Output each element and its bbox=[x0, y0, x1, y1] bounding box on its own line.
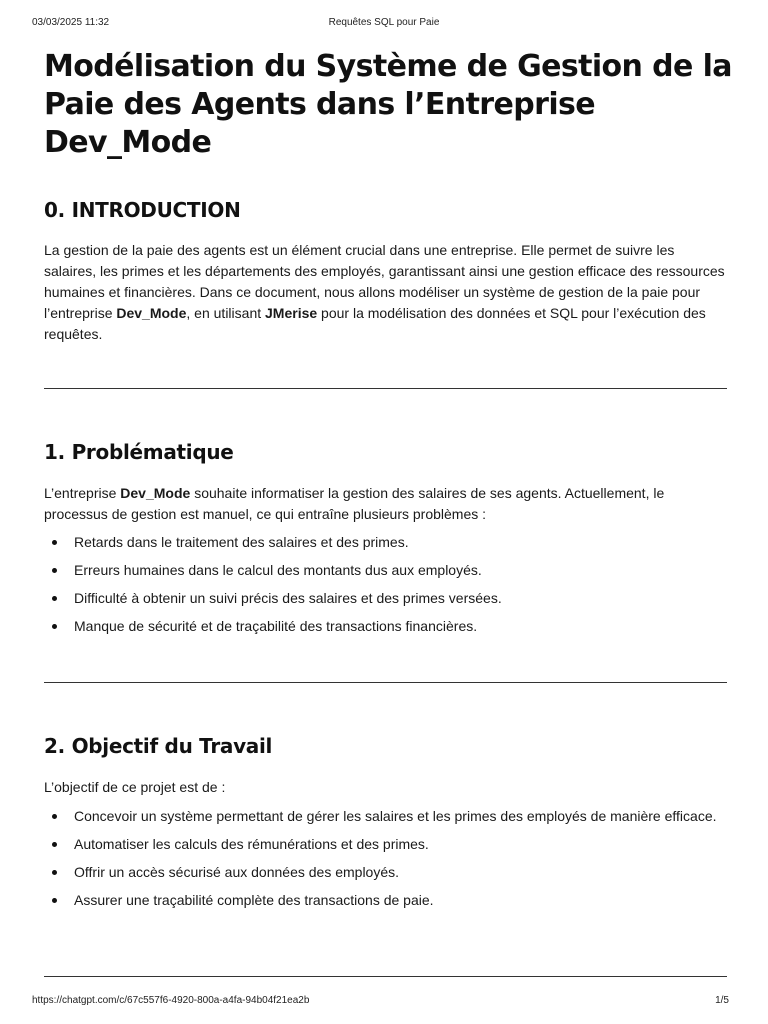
section-heading-introduction: 0. INTRODUCTION bbox=[44, 198, 241, 222]
page-number: 1/5 bbox=[715, 995, 729, 1006]
objectif-intro: L’objectif de ce projet est de : bbox=[44, 779, 226, 795]
problematique-paragraph: L’entreprise Dev_Mode souhaite informatiser la gestion des salaires de ses agents. Actuellement, le processus de gestion est manuel, ce qui entraîne plusieurs problèmes : bbox=[44, 485, 665, 522]
list-item: Offrir un accès sécurisé aux données des employés. bbox=[44, 862, 727, 882]
list-item: Difficulté à obtenir un suivi précis des salaires et des primes versées. bbox=[44, 588, 727, 608]
print-footer bbox=[32, 995, 736, 1009]
objective-list bbox=[44, 806, 727, 918]
list-item: Erreurs humaines dans le calcul des montants dus aux employés. bbox=[44, 560, 727, 580]
list-item: Assurer une traçabilité complète des transactions de paie. bbox=[44, 890, 727, 910]
section-divider bbox=[44, 388, 727, 389]
list-item: Concevoir un système permettant de gérer les salaires et les primes des employés de manière efficace. bbox=[44, 806, 727, 826]
list-item: Retards dans le traitement des salaires et des primes. bbox=[44, 532, 727, 552]
document-title: Modélisation du Système de Gestion de la Paie des Agents dans l’Entreprise Dev_Mode bbox=[44, 49, 732, 160]
print-date: 03/03/2025 11:32 bbox=[32, 17, 110, 28]
tool-name: JMerise bbox=[265, 305, 318, 321]
section-divider bbox=[44, 976, 727, 977]
company-name: Dev_Mode bbox=[120, 485, 191, 501]
list-item: Automatiser les calculs des rémunérations et des primes. bbox=[44, 834, 727, 854]
list-item: Manque de sécurité et de traçabilité des transactions financières. bbox=[44, 616, 727, 636]
problem-list bbox=[44, 532, 727, 644]
section-heading-objectif: 2. Objectif du Travail bbox=[44, 734, 273, 758]
introduction-paragraph: La gestion de la paie des agents est un élément crucial dans une entreprise. Elle permet de suivre les salaires, les primes et les départements des employés, garantissant ainsi une gestion efficace des ressources humaines et financières. Dans ce document, nous allons modéliser un système de gestion de la paie pour l’entreprise Dev_Mode, en utilisant JMerise pour la modélisation des données et SQL pour l’exécution des requêtes. bbox=[44, 242, 725, 342]
page-url: https://chatgpt.com/c/67c557f6-4920-800a-a4fa-94b04f21ea2b bbox=[32, 995, 310, 1006]
company-name: Dev_Mode bbox=[116, 305, 187, 321]
print-header bbox=[32, 17, 736, 31]
section-divider bbox=[44, 682, 727, 683]
section-heading-problematique: 1. Problématique bbox=[44, 440, 234, 464]
print-page-title: Requêtes SQL pour Paie bbox=[328, 17, 440, 28]
